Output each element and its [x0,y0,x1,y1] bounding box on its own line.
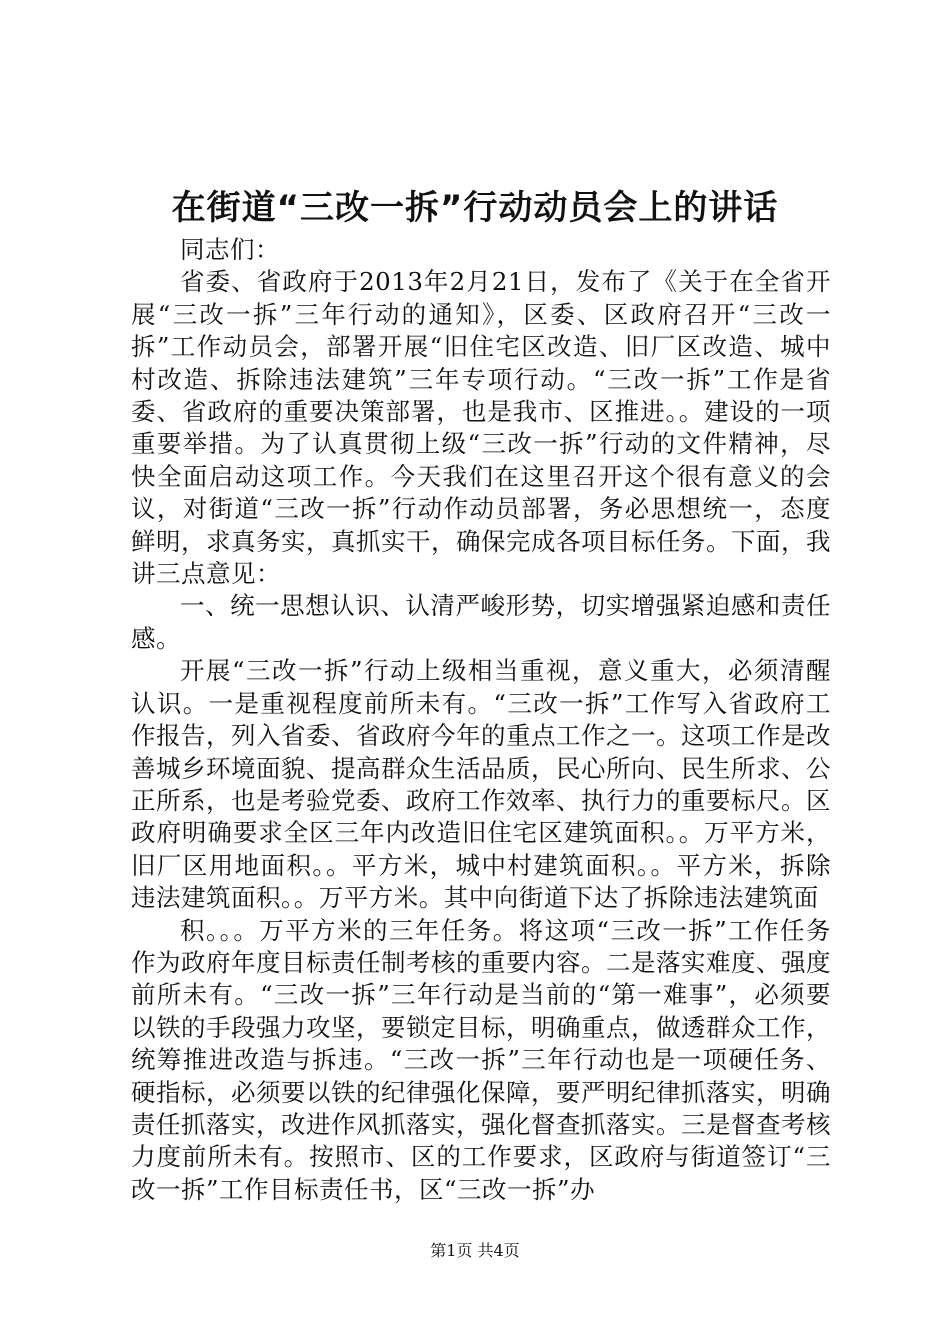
paragraph: 一、统一思想认识、认清严峻形势，切实增强紧迫感和责任感。 [131,591,831,653]
page-indicator: 第1页 共4页 [430,1241,520,1260]
paragraph: 省委、省政府于2013年2月21日，发布了《关于在全省开展“三改一拆”三年行动的通知》，区委、区政府召开“三改一拆”工作动员会，部署开展“旧住宅区改造、旧厂区改造、城中村改造、拆除违法建筑”三年专项行动。“三改一拆”工作是省委、省政府的重要决策部署，也是我市、区推进。。建设的一项重要举措。为了认真贯彻上级“三改一拆”行动的文件精神，尽快全面启动这项工作。今天我们在这里召开这个很有意义的会议，对街道“三改一拆”行动作动员部署，务必思想统一，态度鲜明，求真务实，真抓实干，确保完成各项目标任务。下面，我讲三点意见： [131,267,831,589]
document-body [131,234,831,1206]
document-title: 在街道“三改一拆”行动动员会上的讲话 [171,188,779,228]
paragraph: 积。。。万平方米的三年任务。将这项“三改一拆”工作任务作为政府年度目标责任制考核的重要内容。二是落实难度、强度前所未有。“三改一拆”三年行动是当前的“第一难事”，必须要以铁的手段强力攻坚，要锁定目标，明确重点，做透群众工作，统筹推进改造与拆违。“三改一拆”三年行动也是一项硬任务、硬指标，必须要以铁的纪律强化保障，要严明纪律抓落实，明确责任抓落实，改进作风抓落实，强化督查抓落实。三是督查考核力度前所未有。按照市、区的工作要求，区政府与街道签订“三改一拆”工作目标责任书，区“三改一拆”办 [131,915,831,1204]
salutation: 同志们： [180,235,280,264]
paragraph: 开展“三改一拆”行动上级相当重视，意义重大，必须清醒认识。一是重视程度前所未有。“三改一拆”工作写入省政府工作报告，列入省委、省政府今年的重点工作之一。这项工作是改善城乡环境面貌、提高群众生活品质，民心所向、民生所求、公正所系，也是考验党委、政府工作效率、执行力的重要标尺。区政府明确要求全区三年内改造旧住宅区建筑面积。。万平方米，旧厂区用地面积。。平方米，城中村建筑面积。。平方米，拆除违法建筑面积。。万平方米。其中向街道下达了拆除违法建筑面 [131,656,831,913]
page-footer [0,1240,950,1262]
